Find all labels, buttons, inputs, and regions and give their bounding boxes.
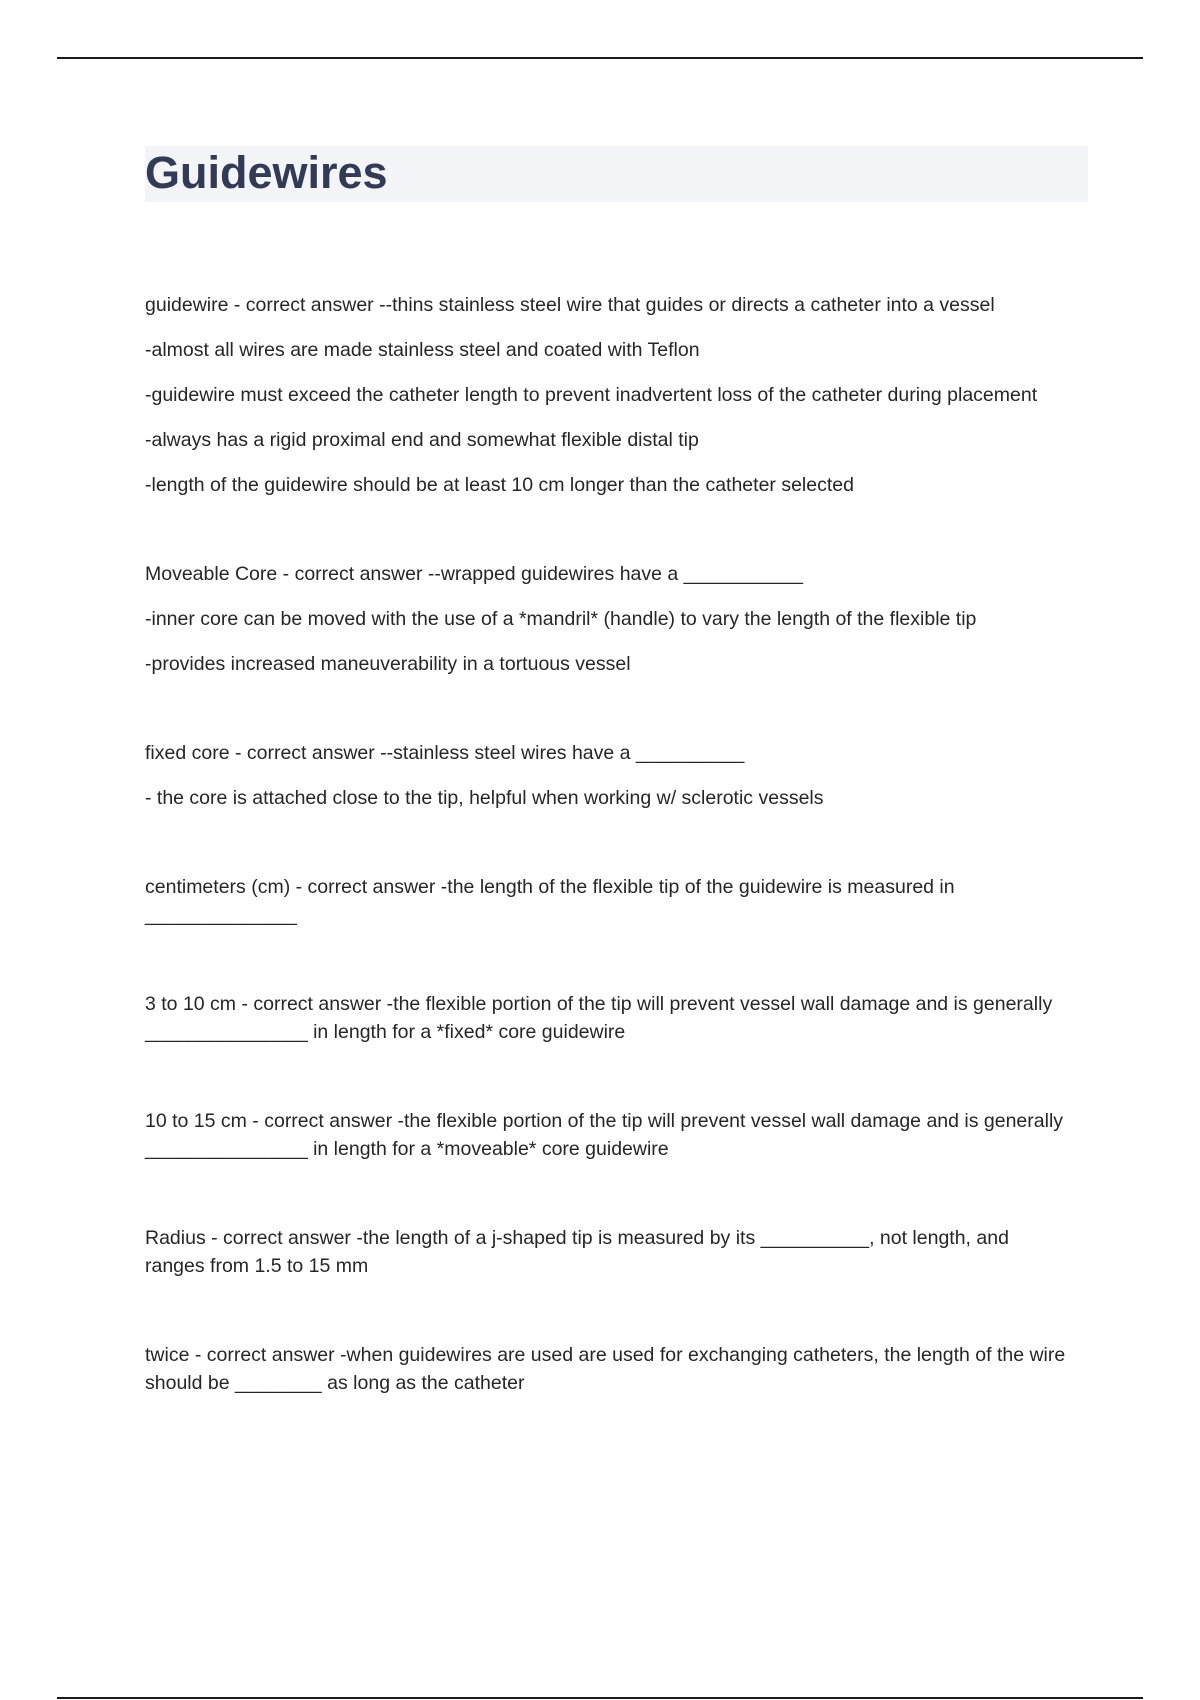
flashcard-entry <box>145 1341 1070 1397</box>
entry-term-line: 10 to 15 cm - correct answer -the flexible portion of the tip will prevent vessel wall damage and is generally _______________ in length for a *moveable* core guidewire <box>145 1110 1064 1160</box>
flashcard-entry <box>145 873 1070 929</box>
entry-term-line: Moveable Core - correct answer --wrapped guidewires have a ___________ <box>145 563 803 585</box>
entry-term-line: centimeters (cm) - correct answer -the length of the flexible tip of the guidewire is measured in ______________ <box>145 876 955 926</box>
entry-detail-line: -provides increased maneuverability in a tortuous vessel <box>145 653 631 675</box>
top-rule <box>57 57 1143 59</box>
flashcard-entry <box>145 560 1070 678</box>
page-title: Guidewires <box>145 147 388 198</box>
entry-term-line: guidewire - correct answer --thins stainless steel wire that guides or directs a catheter into a vessel <box>145 294 995 316</box>
entry-detail-line: -almost all wires are made stainless steel and coated with Teflon <box>145 339 700 361</box>
flashcard-entry <box>145 1224 1070 1280</box>
entry-detail-line: -length of the guidewire should be at least 10 cm longer than the catheter selected <box>145 474 854 496</box>
entry-term-line: 3 to 10 cm - correct answer -the flexible portion of the tip will prevent vessel wall damage and is generally _______________ in length for a *fixed* core guidewire <box>145 993 1053 1043</box>
flashcard-entry <box>145 990 1070 1046</box>
entry-term-line: Radius - correct answer -the length of a j-shaped tip is measured by its __________, not length, and ranges from 1.5 to 15 mm <box>145 1227 1009 1277</box>
entry-detail-line: -inner core can be moved with the use of a *mandril* (handle) to vary the length of the flexible tip <box>145 608 977 630</box>
entry-term-line: twice - correct answer -when guidewires are used are used for exchanging catheters, the length of the wire should be ________ as long as the catheter <box>145 1344 1066 1394</box>
entry-detail-line: -guidewire must exceed the catheter length to prevent inadvertent loss of the catheter during placement <box>145 384 1038 406</box>
flashcard-entry <box>145 291 1070 499</box>
bottom-rule <box>57 1697 1143 1699</box>
entry-detail-line: - the core is attached close to the tip, helpful when working w/ sclerotic vessels <box>145 787 824 809</box>
document-body <box>145 291 1070 1458</box>
entry-detail-line: -always has a rigid proximal end and somewhat flexible distal tip <box>145 429 699 451</box>
flashcard-entry <box>145 739 1070 812</box>
flashcard-entry <box>145 1107 1070 1163</box>
entry-term-line: fixed core - correct answer --stainless steel wires have a __________ <box>145 742 745 764</box>
